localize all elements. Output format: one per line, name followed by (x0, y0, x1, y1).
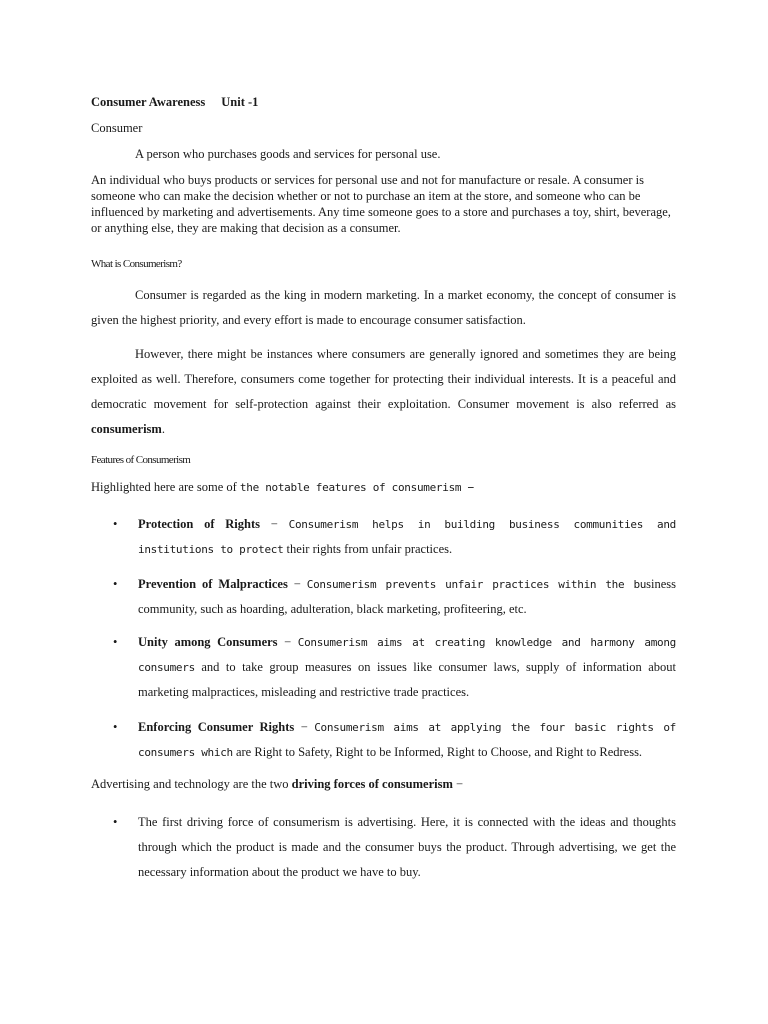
driving-forces-dash: − (452, 777, 464, 791)
feature-title: Unity among Consumers (138, 635, 278, 649)
feature-text: siness community, such as hoarding, adulteration, black marketing, profiteering, etc. (138, 577, 676, 616)
consumer-label: Consumer (91, 121, 143, 135)
feature-text: are Right to Safety, Right to be Informed, Right to Choose, and Right to Redress. (232, 745, 643, 759)
consumerism-paragraph-2-end: . (161, 422, 165, 436)
feature-text: their rights from unfair practices. (283, 542, 453, 556)
driving-force-item (113, 810, 676, 885)
bullet-icon: • (113, 815, 118, 829)
driving-force-text: The first driving force of consumerism is advertising. Here, it is connected with the ideas and thoughts through which the product is made and the consumer buys the product. Through advertising, we get the necessary information about the product we have to buy. (138, 815, 676, 879)
feature-title: Protection of Rights (138, 517, 261, 531)
driving-forces-text: Advertising and technology are the two (91, 777, 292, 791)
driving-forces-intro (91, 776, 676, 792)
features-heading: Features of Consumerism (91, 454, 191, 466)
feature-dash: − (294, 720, 315, 734)
feature-item (113, 572, 676, 622)
bullet-icon: • (113, 720, 118, 734)
features-intro (91, 479, 676, 496)
consumer-paragraph: An individual who buys products or services for personal use and not for manufacture or resale. A consumer is someone who can make the decision whether or not to purchase an item at the store, and someone who can be influenced by marketing and advertisements. Any time someone goes to a store and purchases a toy, shirt, beverage, or anything else, they are making that decision as a consumer. (91, 173, 671, 235)
consumerism-paragraph-2-text: However, there might be instances where consumers are generally ignored and sometimes they are being exploited as well. Therefore, consumers come together for protecting their individual interests. It is a peaceful and democratic movement for self-protection against their exploitation. Consumer movement is also referred as (91, 347, 676, 411)
document-heading (91, 94, 676, 110)
bullet-icon: • (113, 517, 118, 531)
feature-item (113, 715, 676, 765)
features-intro-text: Highlighted here are some of (91, 480, 240, 494)
document-title: Consumer Awareness (91, 95, 206, 109)
feature-title: Prevention of Malpractices (138, 577, 288, 591)
consumer-definition: A person who purchases goods and services for personal use. (135, 147, 441, 161)
feature-highlight: Consumerism aims at applying the four basic rights of consumers which (138, 721, 676, 759)
feature-item (113, 630, 676, 705)
feature-dash: − (260, 517, 289, 531)
features-intro-highlight: the notable features of consumerism − (239, 481, 474, 494)
feature-title: Enforcing Consumer Rights (138, 720, 295, 734)
feature-dash: − (277, 635, 298, 649)
consumerism-term: consumerism (91, 422, 162, 436)
consumerism-heading: What is Consumerism? (91, 258, 182, 270)
feature-highlight: Consumerism aims at creating knowledge and harmony among consumers (138, 636, 676, 674)
feature-text: and to take group measures on issues like consumer laws, supply of information about marketing malpractices, misleading and restrictive trade practices. (138, 660, 676, 699)
consumerism-paragraph-1: Consumer is regarded as the king in modern marketing. In a market economy, the concept of consumer is given the highest priority, and every effort is made to encourage consumer satisfaction. (91, 288, 676, 327)
feature-dash: − (287, 577, 307, 591)
consumerism-paragraph-2 (91, 342, 676, 442)
driving-forces-term: driving forces of consumerism (291, 777, 453, 791)
bullet-icon: • (113, 577, 118, 591)
bullet-icon: • (113, 635, 118, 649)
feature-highlight: Consumerism prevents unfair practices within the bu (306, 578, 647, 591)
unit-label: Unit -1 (221, 95, 259, 109)
feature-item (113, 512, 676, 562)
feature-highlight: Consumerism helps in building business communities and institutions to protect (138, 518, 676, 556)
